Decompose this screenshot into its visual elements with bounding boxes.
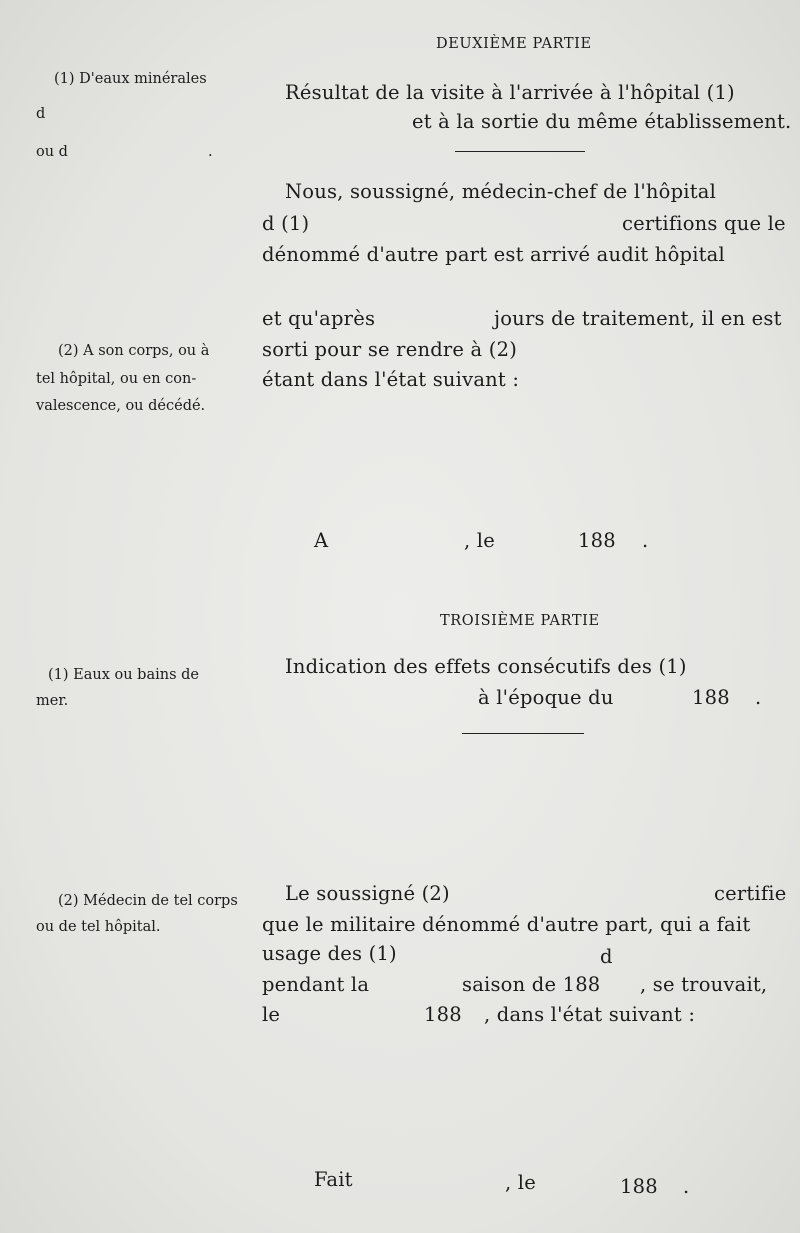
s3-body-line5c: , dans l'état suivant : (484, 1003, 696, 1026)
section3-heading: TROISIÈME PARTIE (440, 613, 600, 629)
footnote-1-oud: ou d (36, 144, 68, 160)
section3-title-year: 188 (692, 686, 730, 709)
section2-heading: DEUXIÈME PARTIE (436, 36, 592, 52)
s3-body-line3a: usage des (1) (262, 942, 397, 965)
s3-body-line1a: Le soussigné (2) (285, 882, 450, 905)
section2-title-line1: Résultat de la visite à l'arrivée à l'hôpital (1) (285, 81, 735, 104)
s3-body-line5a: le (262, 1003, 281, 1026)
s2-date-dot: . (642, 529, 649, 552)
s3-date-fait: Fait (314, 1168, 353, 1191)
s3-body-line3b: d (600, 945, 613, 968)
s2-body-line2b: certifions que le (622, 212, 786, 235)
s3-date-le: , le (505, 1171, 536, 1194)
s3-date-year: 188 (620, 1175, 658, 1198)
footnote-1-dot: . (208, 144, 213, 160)
section3-divider (462, 733, 584, 734)
section2-title-line2: et à la sortie du même établissement. (412, 110, 792, 133)
s2-body-line6: étant dans l'état suivant : (262, 368, 520, 391)
footnote-2-line1: (2) A son corps, ou à (58, 343, 210, 359)
section3-title-epoque: à l'époque du (478, 686, 614, 709)
footnote-2-line2: tel hôpital, ou en con- (36, 371, 197, 387)
section3-title-line1: Indication des effets consécutifs des (1) (285, 655, 687, 678)
s3-body-line4b: saison de 188 (462, 973, 601, 996)
s3-date-dot: . (683, 1175, 690, 1198)
s2-body-line1: Nous, soussigné, médecin-chef de l'hôpital (285, 180, 717, 203)
s3-body-line1b: certifie (714, 882, 787, 905)
footnote-1-d: d (36, 106, 46, 122)
s2-date-place: A (314, 529, 329, 552)
footnote-1: (1) D'eaux minérales (54, 71, 207, 87)
s2-body-line4b: jours de traitement, il en est (494, 307, 782, 330)
s2-body-line2a: d (1) (262, 212, 310, 235)
s2-date-year: 188 (578, 529, 616, 552)
s3-footnote-2-line1: (2) Médecin de tel corps (58, 893, 238, 909)
s3-body-line2: que le militaire dénommé d'autre part, qui a fait (262, 913, 751, 936)
s3-footnote-2-line2: ou de tel hôpital. (36, 919, 161, 935)
s2-date-le: , le (464, 529, 495, 552)
s3-body-line5b: 188 (424, 1003, 462, 1026)
section3-title-dot: . (755, 686, 762, 709)
s2-body-line5: sorti pour se rendre à (2) (262, 338, 517, 361)
s3-body-line4c: , se trouvait, (640, 973, 768, 996)
s2-body-line4a: et qu'après (262, 307, 376, 330)
s3-body-line4a: pendant la (262, 973, 370, 996)
section2-divider (455, 151, 585, 152)
s3-footnote-1-line2: mer. (36, 693, 69, 709)
footnote-2-line3: valescence, ou décédé. (36, 398, 206, 414)
s3-footnote-1-line1: (1) Eaux ou bains de (48, 667, 199, 683)
s2-body-line3: dénommé d'autre part est arrivé audit hôpital (262, 243, 725, 266)
